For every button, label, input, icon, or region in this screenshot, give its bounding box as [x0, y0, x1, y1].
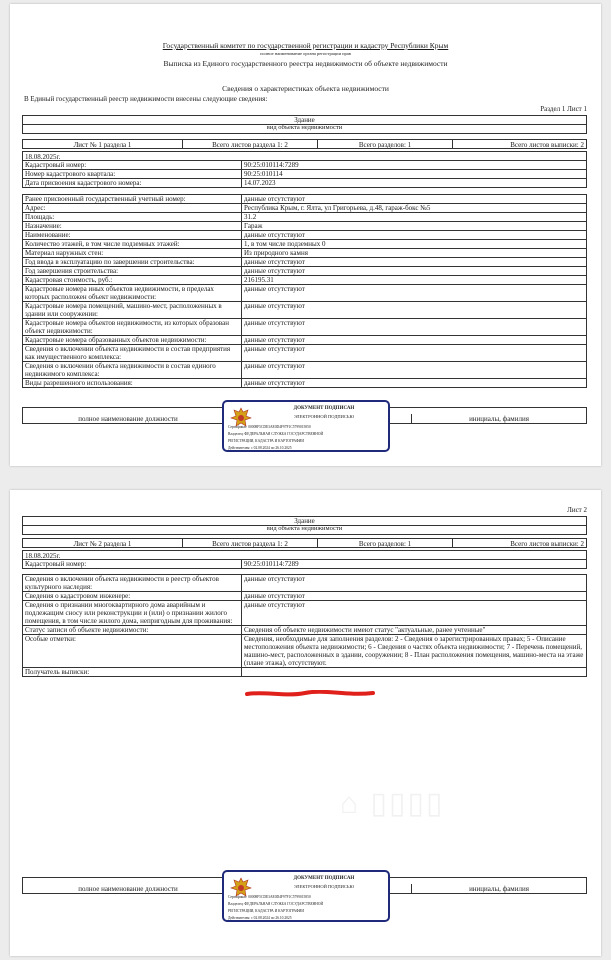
row-value: 90:25:010114 [242, 170, 587, 179]
row-label: Ранее присвоенный государственный учетный номер: [23, 195, 242, 204]
table-row [23, 276, 587, 285]
row-label: Сведения о включении объекта недвижимости в состав предприятия как имущественного комплекса: [23, 345, 242, 362]
electronic-signature-stamp [222, 400, 390, 452]
row-value: данные отсутствуют [242, 258, 587, 267]
object-kind-caption: вид объекта недвижимости [266, 525, 343, 532]
row-label: Назначение: [23, 222, 242, 231]
row-value: 90:25:010114:7289 [242, 560, 587, 569]
row-label: Кадастровый номер: [23, 560, 242, 569]
authority-name: Государственный комитет по государственной регистрации и кадастру Республики Крым [162, 41, 449, 50]
table-row [23, 635, 587, 668]
signature-owner: Владелец: ФЕДЕРАЛЬНАЯ СЛУЖБА ГОСУДАРСТВЕННОЙ [228, 432, 324, 436]
row-label: Площадь: [23, 213, 242, 222]
signature-owner: Владелец: ФЕДЕРАЛЬНАЯ СЛУЖБА ГОСУДАРСТВЕННОЙ [228, 902, 324, 906]
row-label: Кадастровые номера помещений, машино-мест, расположенных в здании или сооружении: [23, 302, 242, 319]
row-label: Наименование: [23, 231, 242, 240]
sheet-info-row [22, 139, 587, 149]
row-value: данные отсутствуют [242, 345, 587, 362]
sections-total: Всего разделов: 1 [318, 539, 453, 547]
row-label: Особые отметки: [23, 635, 242, 668]
table-row [23, 601, 587, 626]
row-label: Кадастровый номер: [23, 161, 242, 170]
row-value: Гараж [242, 222, 587, 231]
row-value: данные отсутствуют [242, 285, 587, 302]
object-kind-caption-row [22, 525, 587, 535]
row-value: Из природного камня [242, 249, 587, 258]
signature-valid: Действителен: с 02.08.2024 по 26.10.2025 [228, 916, 292, 920]
row-label: Год завершения строительства: [23, 267, 242, 276]
table-row [23, 267, 587, 276]
table-row [23, 592, 587, 601]
footer-name-caption: инициалы, фамилия [411, 884, 586, 893]
row-label: Сведения о включении объекта недвижимости в состав единого недвижимого комплекса: [23, 362, 242, 379]
object-kind: Здание [294, 517, 315, 525]
row-label: Кадастровые номера иных объектов недвижимости, в пределах которых расположен объект недвижимости: [23, 285, 242, 302]
row-value: Республика Крым, г. Ялта, ул Григорьева, д.48, гараж-бокс №5 [242, 204, 587, 213]
sheets-in-section: Всего листов раздела 1: 2 [183, 539, 318, 547]
row-label: Номер кадастрового квартала: [23, 170, 242, 179]
signature-cert: Сертификат: 00008F5CDE3AE0D4F97F1C5799015850 [228, 425, 311, 429]
row-value: 90:25:010114:7289 [242, 161, 587, 170]
signature-owner-2: РЕГИСТРАЦИИ, КАДАСТРА И КАРТОГРАФИИ [228, 439, 304, 443]
electronic-signature-stamp [222, 870, 390, 922]
row-value: 14.07.2023 [242, 179, 587, 188]
row-label: Получатель выписки: [23, 668, 242, 677]
row-label: Год ввода в эксплуатацию по завершении строительства: [23, 258, 242, 267]
cadastral-table [22, 559, 587, 569]
row-value: данные отсутствуют [242, 267, 587, 276]
footer-position-caption: полное наименование должности [78, 415, 178, 423]
object-kind-caption-row [22, 124, 587, 134]
table-row [23, 249, 587, 258]
table-row [23, 319, 587, 336]
document-page-2 [10, 490, 601, 956]
intro-text: В Единый государственный реестр недвижимости внесены следующие сведения: [24, 95, 268, 103]
row-value: данные отсутствуют [242, 362, 587, 379]
table-row [23, 362, 587, 379]
sections-total: Всего разделов: 1 [318, 140, 453, 148]
signature-subtitle: ЭЛЕКТРОННОЙ ПОДПИСЬЮ [293, 414, 355, 419]
object-kind: Здание [294, 116, 315, 124]
table-row [23, 302, 587, 319]
row-value: данные отсутствуют [242, 575, 587, 592]
sheet-info-row [22, 538, 587, 548]
object-kind-caption: вид объекта недвижимости [266, 124, 343, 131]
row-label: Статус записи об объекте недвижимости: [23, 626, 242, 635]
table-row [23, 575, 587, 592]
sheets-total: Всего листов выписки: 2 [510, 141, 584, 148]
row-label: Кадастровая стоимость, руб.: [23, 276, 242, 285]
row-value: данные отсутствуют [242, 231, 587, 240]
table-row [23, 240, 587, 249]
extract-date: 18.08.2025г. [25, 552, 61, 559]
row-value: Сведения об объекте недвижимости имеют статус "актуальные, ранее учтенные" [242, 626, 587, 635]
table-row [23, 179, 587, 188]
signature-subtitle: ЭЛЕКТРОННОЙ ПОДПИСЬЮ [293, 884, 355, 889]
table-row [23, 231, 587, 240]
signature-title: ДОКУМЕНТ ПОДПИСАН [293, 406, 355, 411]
table-row [23, 204, 587, 213]
row-label: Кадастровые номера объектов недвижимости, из которых образован объект недвижимости: [23, 319, 242, 336]
table-row [23, 161, 587, 170]
row-value: 31.2 [242, 213, 587, 222]
signature-owner-2: РЕГИСТРАЦИИ, КАДАСТРА И КАРТОГРАФИИ [228, 909, 304, 913]
info-table-c [22, 574, 587, 677]
table-row [23, 560, 587, 569]
row-value: данные отсутствуют [242, 336, 587, 345]
signature-cert: Сертификат: 00008F5CDE3AE0D4F97F1C5799015850 [228, 895, 311, 899]
info-table-b [22, 194, 587, 388]
sheet-number: Лист № 1 раздела 1 [23, 140, 183, 148]
row-label: Материал наружных стен: [23, 249, 242, 258]
redaction-scribble [245, 690, 375, 698]
authority-caption: полное наименование органа регистрации прав [260, 51, 351, 56]
row-value: данные отсутствуют [242, 195, 587, 204]
table-row [23, 170, 587, 179]
row-value [242, 668, 587, 677]
table-row [23, 379, 587, 388]
row-value: данные отсутствуют [242, 601, 587, 626]
sheet-number: Лист № 2 раздела 1 [23, 539, 183, 547]
row-value: данные отсутствуют [242, 319, 587, 336]
row-value: 216195.31 [242, 276, 587, 285]
sheet-label: Лист 2 [567, 506, 587, 514]
redaction-stroke [247, 692, 373, 695]
row-label: Количество этажей, в том числе подземных этажей: [23, 240, 242, 249]
row-label: Кадастровые номера образованных объектов недвижимости: [23, 336, 242, 345]
table-row [23, 668, 587, 677]
row-label: Сведения о признании многоквартирного дома аварийным и подлежащим сносу или реконструкции и (или) о признании жилого помещения, в том числе жилого дома, непригодным для проживания: [23, 601, 242, 626]
sheets-total: Всего листов выписки: 2 [510, 540, 584, 547]
row-label: Адрес: [23, 204, 242, 213]
row-value: Сведения, необходимые для заполнения разделов: 2 - Сведения о зарегистрированных правах; 5 - Описание местоположения объекта недвижимости; 6 - Сведения о частях объекта недвижимости; 7 - Перечень помещений, машино-мест, расположенных в здании, сооружении; 8 - План расположения помещения, машино-места на этаже (плане этажа), отсутствуют. [242, 635, 587, 668]
table-row [23, 336, 587, 345]
table-row [23, 345, 587, 362]
row-label: Сведения о кадастровом инженере: [23, 592, 242, 601]
watermark: ⌂ ▯▯▯▯ [340, 787, 445, 820]
table-row [23, 626, 587, 635]
signature-title: ДОКУМЕНТ ПОДПИСАН [293, 876, 355, 881]
table-row [23, 258, 587, 267]
section-label: Раздел 1 Лист 1 [540, 105, 587, 113]
row-value: данные отсутствуют [242, 592, 587, 601]
table-row [23, 285, 587, 302]
row-value: данные отсутствуют [242, 379, 587, 388]
sheets-in-section: Всего листов раздела 1: 2 [183, 140, 318, 148]
table-row [23, 222, 587, 231]
extract-date: 18.08.2025г. [25, 153, 61, 160]
row-label: Дата присвоения кадастрового номера: [23, 179, 242, 188]
document-page-1 [10, 4, 601, 466]
document-title: Выписка из Единого государственного реестра недвижимости об объекте недвижимости [163, 59, 448, 68]
footer-name-caption: инициалы, фамилия [411, 414, 586, 423]
row-label: Виды разрешенного использования: [23, 379, 242, 388]
row-label: Сведения о включении объекта недвижимости в реестр объектов культурного наследия: [23, 575, 242, 592]
table-row [23, 195, 587, 204]
section-title: Сведения о характеристиках объекта недвижимости [222, 84, 389, 93]
row-value: данные отсутствуют [242, 302, 587, 319]
signature-valid: Действителен: с 02.08.2024 по 26.10.2025 [228, 446, 292, 450]
info-table-a [22, 160, 587, 188]
footer-position-caption: полное наименование должности [78, 885, 178, 893]
table-row [23, 213, 587, 222]
row-value: 1, в том числе подземных 0 [242, 240, 587, 249]
